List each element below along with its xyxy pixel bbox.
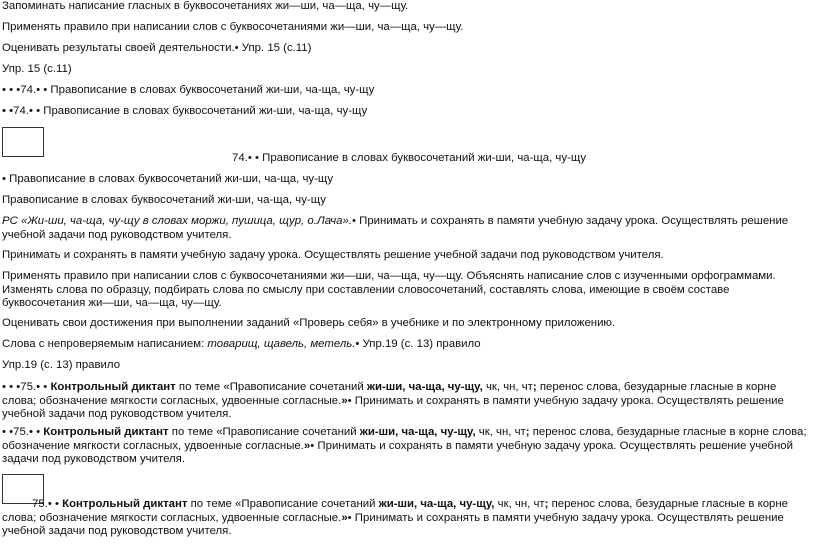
vocabulary-words: товарищ, щавель, метель. <box>207 338 356 350</box>
dictation-1-combos: жи-ши, ча-ща, чу-щу, <box>366 381 483 393</box>
dictation-1-t4: • Принимать и сохранять в памяти учебную задачу урока. Осуществлять решение учебной задачи под руководством учителя. <box>2 394 784 421</box>
para-6: • •74.• • Правописание в словах буквосочетаний жи-ши, ча-ща, чу-щу <box>2 105 368 117</box>
para-8: • Правописание в словах буквосочетаний жи-ши, ча-ща, чу-щу <box>2 173 334 185</box>
dictation-1-quote: » <box>341 394 348 407</box>
dictation-1-semicolon: ; <box>532 381 537 393</box>
dictation-2-t3: перенос слова, безударные гласные в корне слова; обозначение мягкости согласных, удвоенные согласные. <box>2 426 807 452</box>
para-1: Запоминать написание гласных в буквосочетаниях жи—ши, ча—ща, чу—щу. <box>2 0 409 12</box>
para-9: Правописание в словах буквосочетаний жи-ши, ча-ща, чу-щу <box>2 194 326 206</box>
para-7: 74.• • Правописание в словах буквосочетаний жи-ши, ча-ща, чу-щу <box>232 152 587 164</box>
dictation-2-title: Контрольный диктант <box>43 426 169 438</box>
para-3: Оценивать результаты своей деятельности.• Упр. 15 (с.11) <box>2 42 312 54</box>
empty-table-cell <box>2 127 44 157</box>
dictation-2-t4: • Принимать и сохранять в памяти учебную задачу урока. Осуществлять решение учебной задачи под руководством учителя. <box>2 439 793 466</box>
dictation-1 <box>2 381 812 422</box>
para-11: Принимать и сохранять в памяти учебную задачу урока. Осуществлять решение учебной задачи под руководством учителя. <box>2 249 664 261</box>
para-13: Оценивать свои достижения при выполнении заданий «Проверь себя» в учебнике и по электронному приложению. <box>2 317 616 329</box>
dictation-1-prefix: • • •75.• • <box>2 381 51 393</box>
dictation-3-quote: » <box>341 511 348 524</box>
dictation-1-title: Контрольный диктант <box>50 381 176 393</box>
para-12: Применять правило при написании слов с буквосочетаниями жи—ши, ча—ща, чу—щу. Объяснять написание слов с изученными орфограммами. Изменять слова по образцу, подбирать слова по смыслу при составлении словосочетаний, составлять слова, имеющие в своём составе буквосочетания жи—ши, ча—ща, чу—щу. <box>2 270 776 310</box>
para-2: Применять правило при написании слов с буквосочетаниями жи—ши, ча—ща, чу—щу. <box>2 21 464 33</box>
dictation-2-t1: по теме «Правописание сочетаний <box>168 426 360 438</box>
para-14-pre: Слова с непроверяемым написанием: <box>2 338 208 350</box>
dictation-2-t2: чк, чн, чт <box>475 426 526 438</box>
para-5: • • •74.• • Правописание в словах буквосочетаний жи-ши, ча-ща, чу-щу <box>2 84 375 96</box>
para-10 <box>2 215 812 242</box>
dictation-2 <box>2 426 812 467</box>
dictation-2-quote: » <box>303 439 311 452</box>
dictation-1-t1: по теме «Правописание сочетаний <box>175 381 367 393</box>
dictation-3-t2: чк, чн, чт <box>494 498 545 510</box>
dictation-3 <box>2 498 812 539</box>
para-4: Упр. 15 (с.11) <box>2 63 72 75</box>
dictation-3-title: Контрольный диктант <box>62 498 188 510</box>
workbook-reference: РС «Жи-ши, ча-ща, чу-щу в словах моржи, пушица, щур, о.Лача». <box>2 215 352 227</box>
dictation-2-combos: жи-ши, ча-ща, чу-щу, <box>359 426 476 438</box>
dictation-3-t4: • Принимать и сохранять в памяти учебную задачу урока. Осуществлять решение учебной задачи под руководством учителя. <box>2 511 784 538</box>
dictation-2-prefix: • •75.• • <box>2 426 44 438</box>
para-10-text: • Принимать и сохранять в памяти учебную задачу урока. Осуществлять решение учебной задачи под руководством учителя. <box>2 215 789 241</box>
para-15: Упр.19 (с. 13) правило <box>2 359 121 371</box>
dictation-1-t2: чк, чн, чт <box>482 381 533 393</box>
dictation-2-semicolon: ; <box>525 426 530 438</box>
dictation-3-t3: перенос слова, безударные гласные в корне слова; обозначение мягкости согласных, удвоенные согласные. <box>2 498 788 524</box>
para-14 <box>2 338 812 352</box>
dictation-3-t1: по теме «Правописание сочетаний <box>187 498 379 510</box>
dictation-1-t3: перенос слова, безударные гласные в корне слова; обозначение мягкости согласных, удвоенные согласные. <box>2 381 777 407</box>
dictation-3-combos: жи-ши, ча-ща, чу-щу, <box>378 498 495 510</box>
para-14-post: • Упр.19 (с. 13) правило <box>355 338 481 350</box>
dictation-3-semicolon: ; <box>544 498 549 510</box>
dictation-3-prefix: 75.• • <box>32 498 63 510</box>
